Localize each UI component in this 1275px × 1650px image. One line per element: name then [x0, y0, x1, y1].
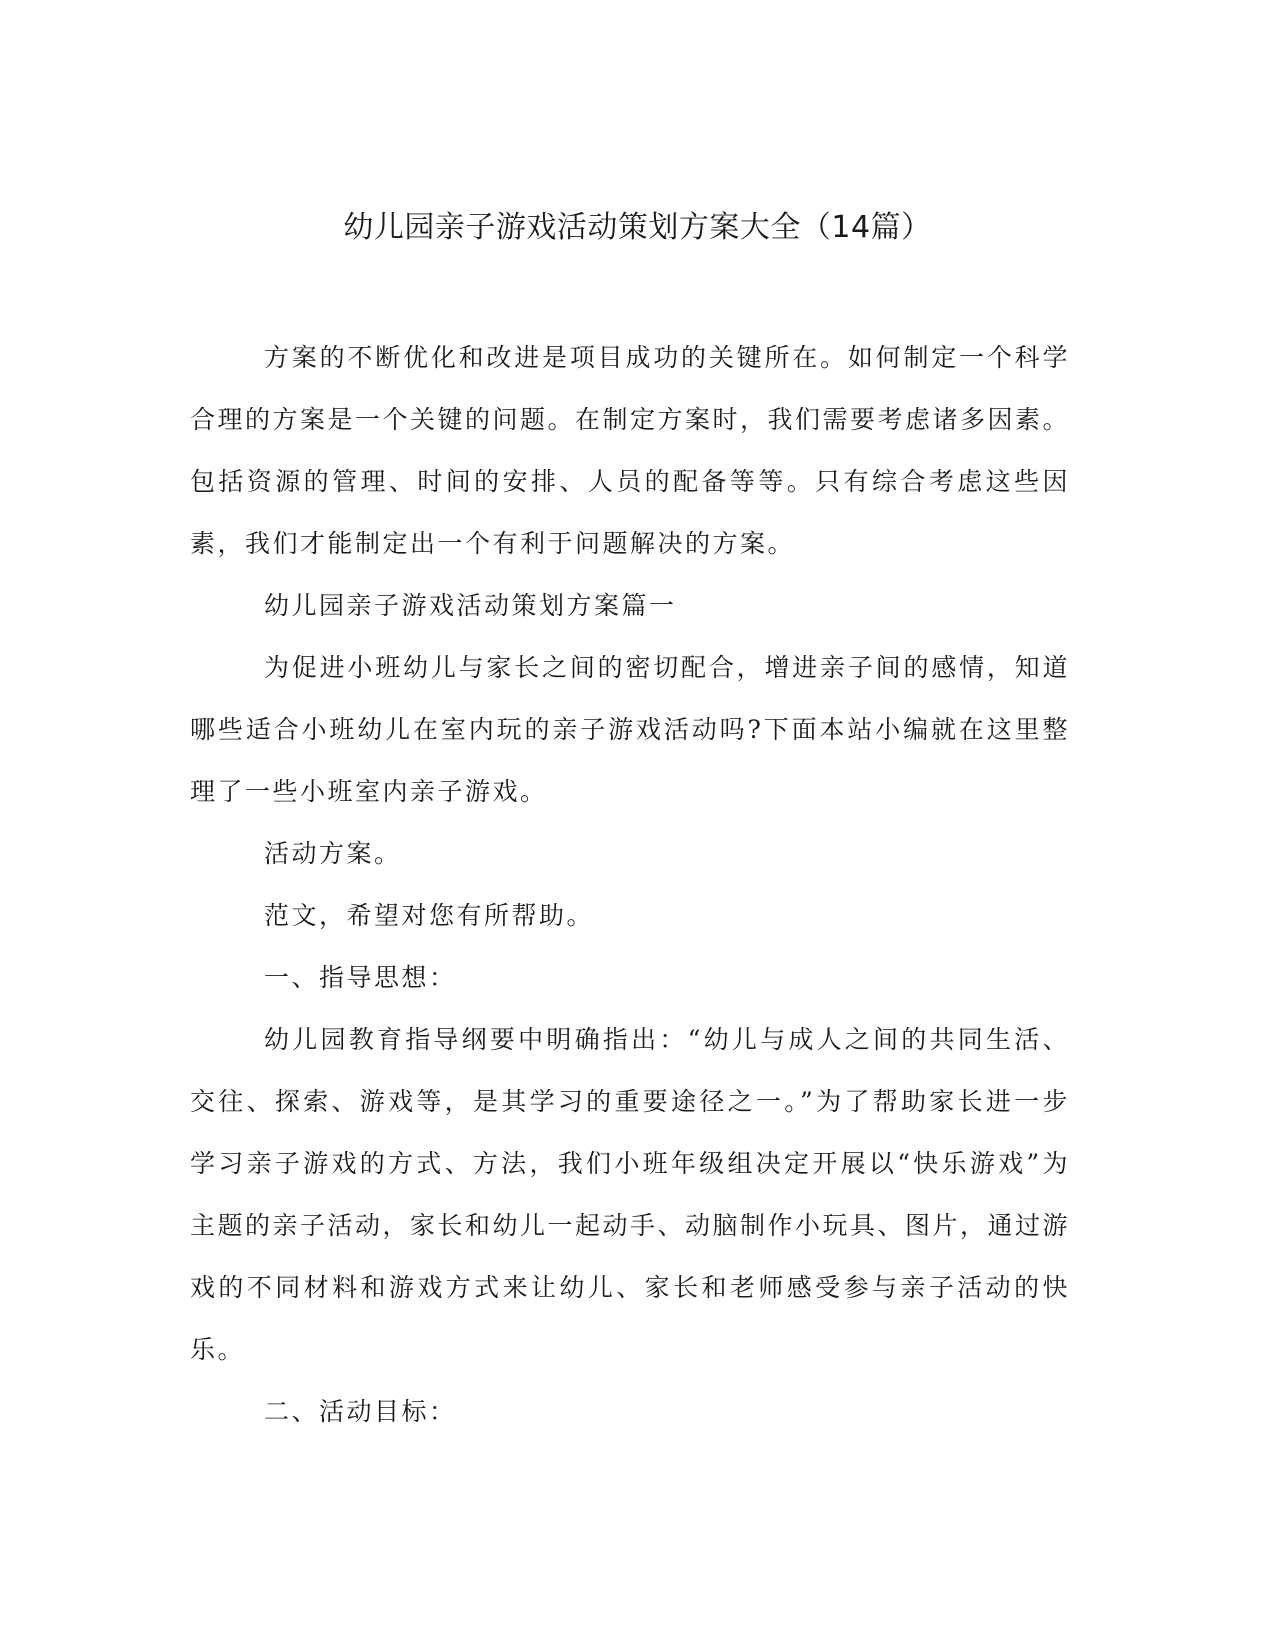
body-paragraph: 范文，希望对您有所帮助。: [264, 901, 595, 930]
section-heading: 幼儿园亲子游戏活动策划方案篇一: [264, 591, 677, 620]
body-paragraph: 活动方案。: [264, 839, 402, 868]
subsection-heading: 二、活动目标：: [264, 1397, 457, 1426]
subsection-heading: 一、指导思想：: [264, 963, 457, 992]
intro-paragraph: 方案的不断优化和改进是项目成功的关键所在。如何制定一个科学合理的方案是一个关键的问题。在制定方案时，我们需要考虑诸多因素。包括资源的管理、时间的安排、人员的配备等等。只有综合考虑这些因素，我们才能制定出一个有利于问题解决的方案。: [190, 343, 1071, 558]
body-paragraph: 为促进小班幼儿与家长之间的密切配合，增进亲子间的感情，知道哪些适合小班幼儿在室内玩的亲子游戏活动吗?下面本站小编就在这里整理了一些小班室内亲子游戏。: [190, 653, 1070, 806]
body-paragraph: 幼儿园教育指导纲要中明确指出：“幼儿与成人之间的共同生活、交往、探索、游戏等，是其学习的重要途径之一。”为了帮助家长进一步学习亲子游戏的方式、方法，我们小班年级组决定开展以“快乐游戏”为主题的亲子活动，家长和幼儿一起动手、动脑制作小玩具、图片，通过游戏的不同材料和游戏方式来让幼儿、家长和老师感受参与亲子活动的快乐。: [190, 1025, 1071, 1364]
document-title: 幼儿园亲子游戏活动策划方案大全（14篇）: [343, 210, 932, 245]
document-body: [190, 327, 1070, 1443]
